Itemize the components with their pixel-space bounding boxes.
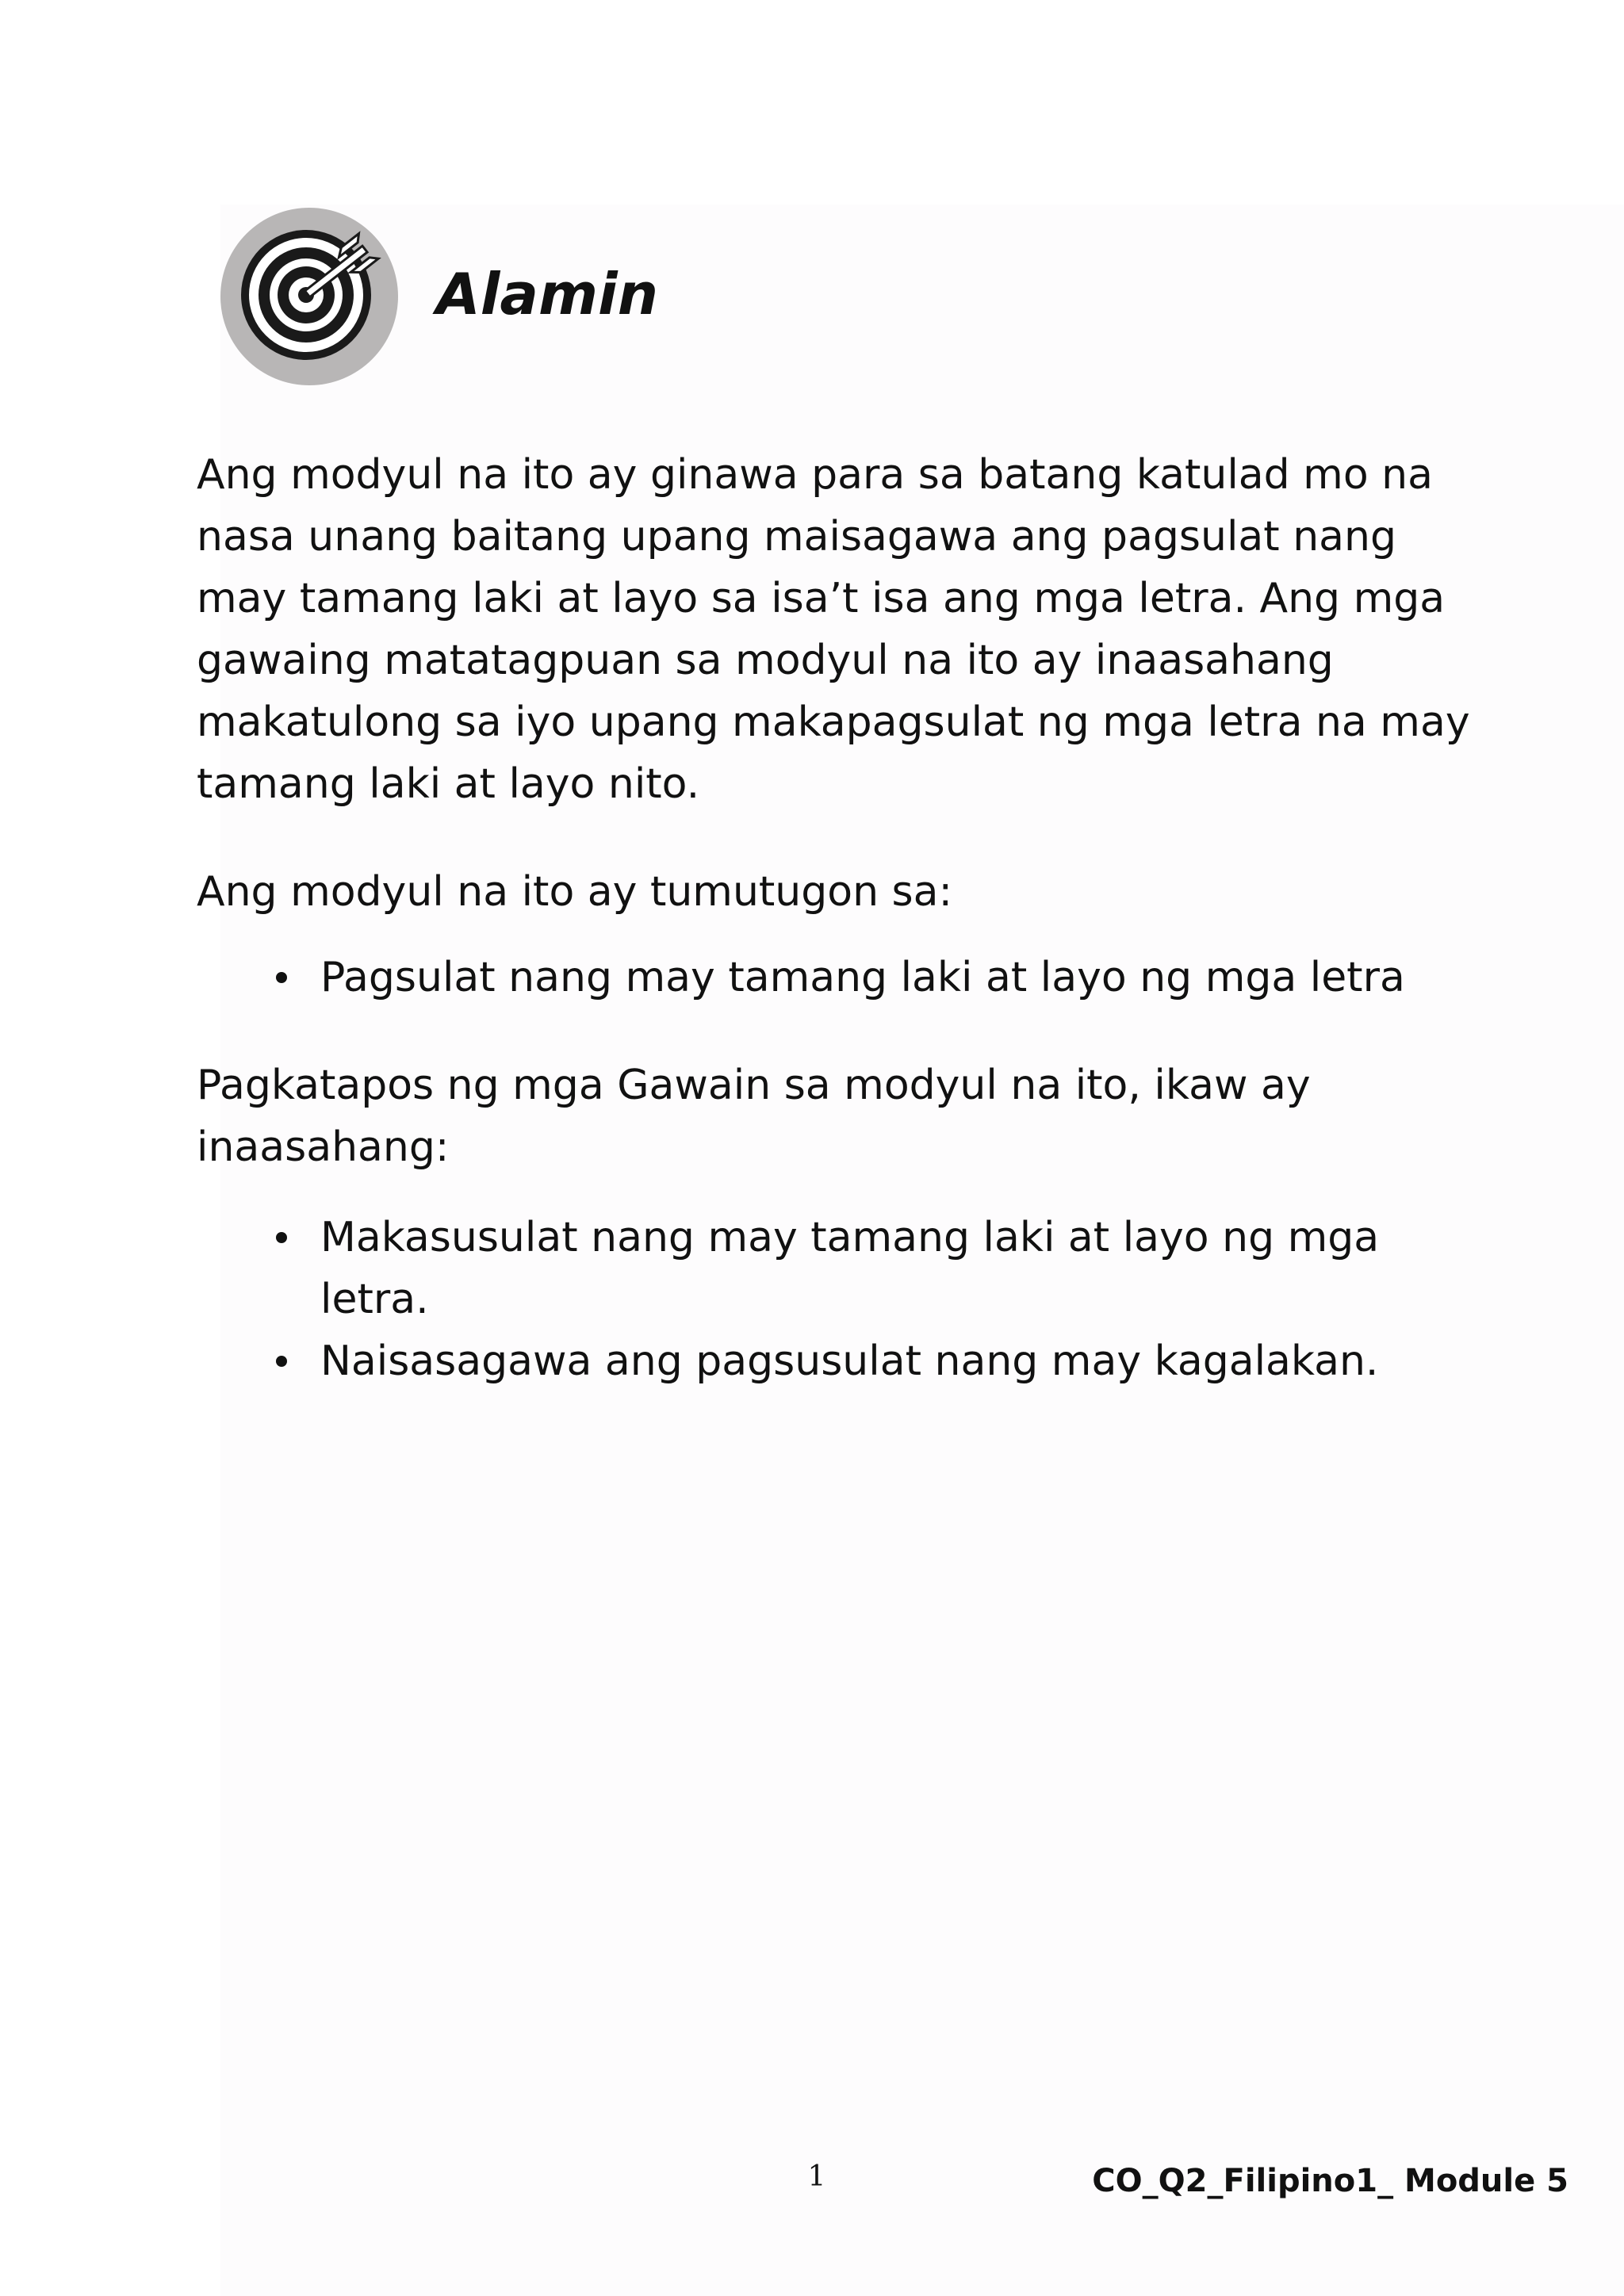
coverage-lead: Ang modyul na ito ay tumutugon sa: <box>197 868 953 916</box>
module-content <box>197 444 1481 1438</box>
list-item: Naisasagawa ang pagsusulat nang may kagalakan. <box>320 1330 1481 1392</box>
objectives-lead: Pagkatapos ng mga Gawain sa modyul na ito, ikaw ay inaasahang: <box>197 1062 1311 1171</box>
section-header <box>216 203 1167 393</box>
module-code: CO_Q2_Filipino1_ Module 5 <box>1092 2163 1568 2199</box>
list-item: Pagsulat nang may tamang laki at layo ng mga letra <box>320 947 1481 1008</box>
objectives-list <box>197 1207 1481 1392</box>
intro-paragraph: Ang modyul na ito ay ginawa para sa batang katulad mo na nasa unang baitang upang maisagawa ang pagsulat nang may tamang laki at layo sa isa’t isa ang mga letra. Ang mga gawaing matatagpuan sa modyul na ito ay inaasahang makatulong sa iyo upang makapagsulat ng mga letra na may tamang laki at layo nito. <box>197 451 1470 808</box>
section-title: Alamin <box>436 261 658 327</box>
coverage-list <box>197 947 1481 1008</box>
page-number: 1 <box>807 2160 826 2193</box>
target-icon <box>216 203 403 390</box>
list-item: Makasusulat nang may tamang laki at layo ng mga letra. <box>320 1207 1481 1330</box>
